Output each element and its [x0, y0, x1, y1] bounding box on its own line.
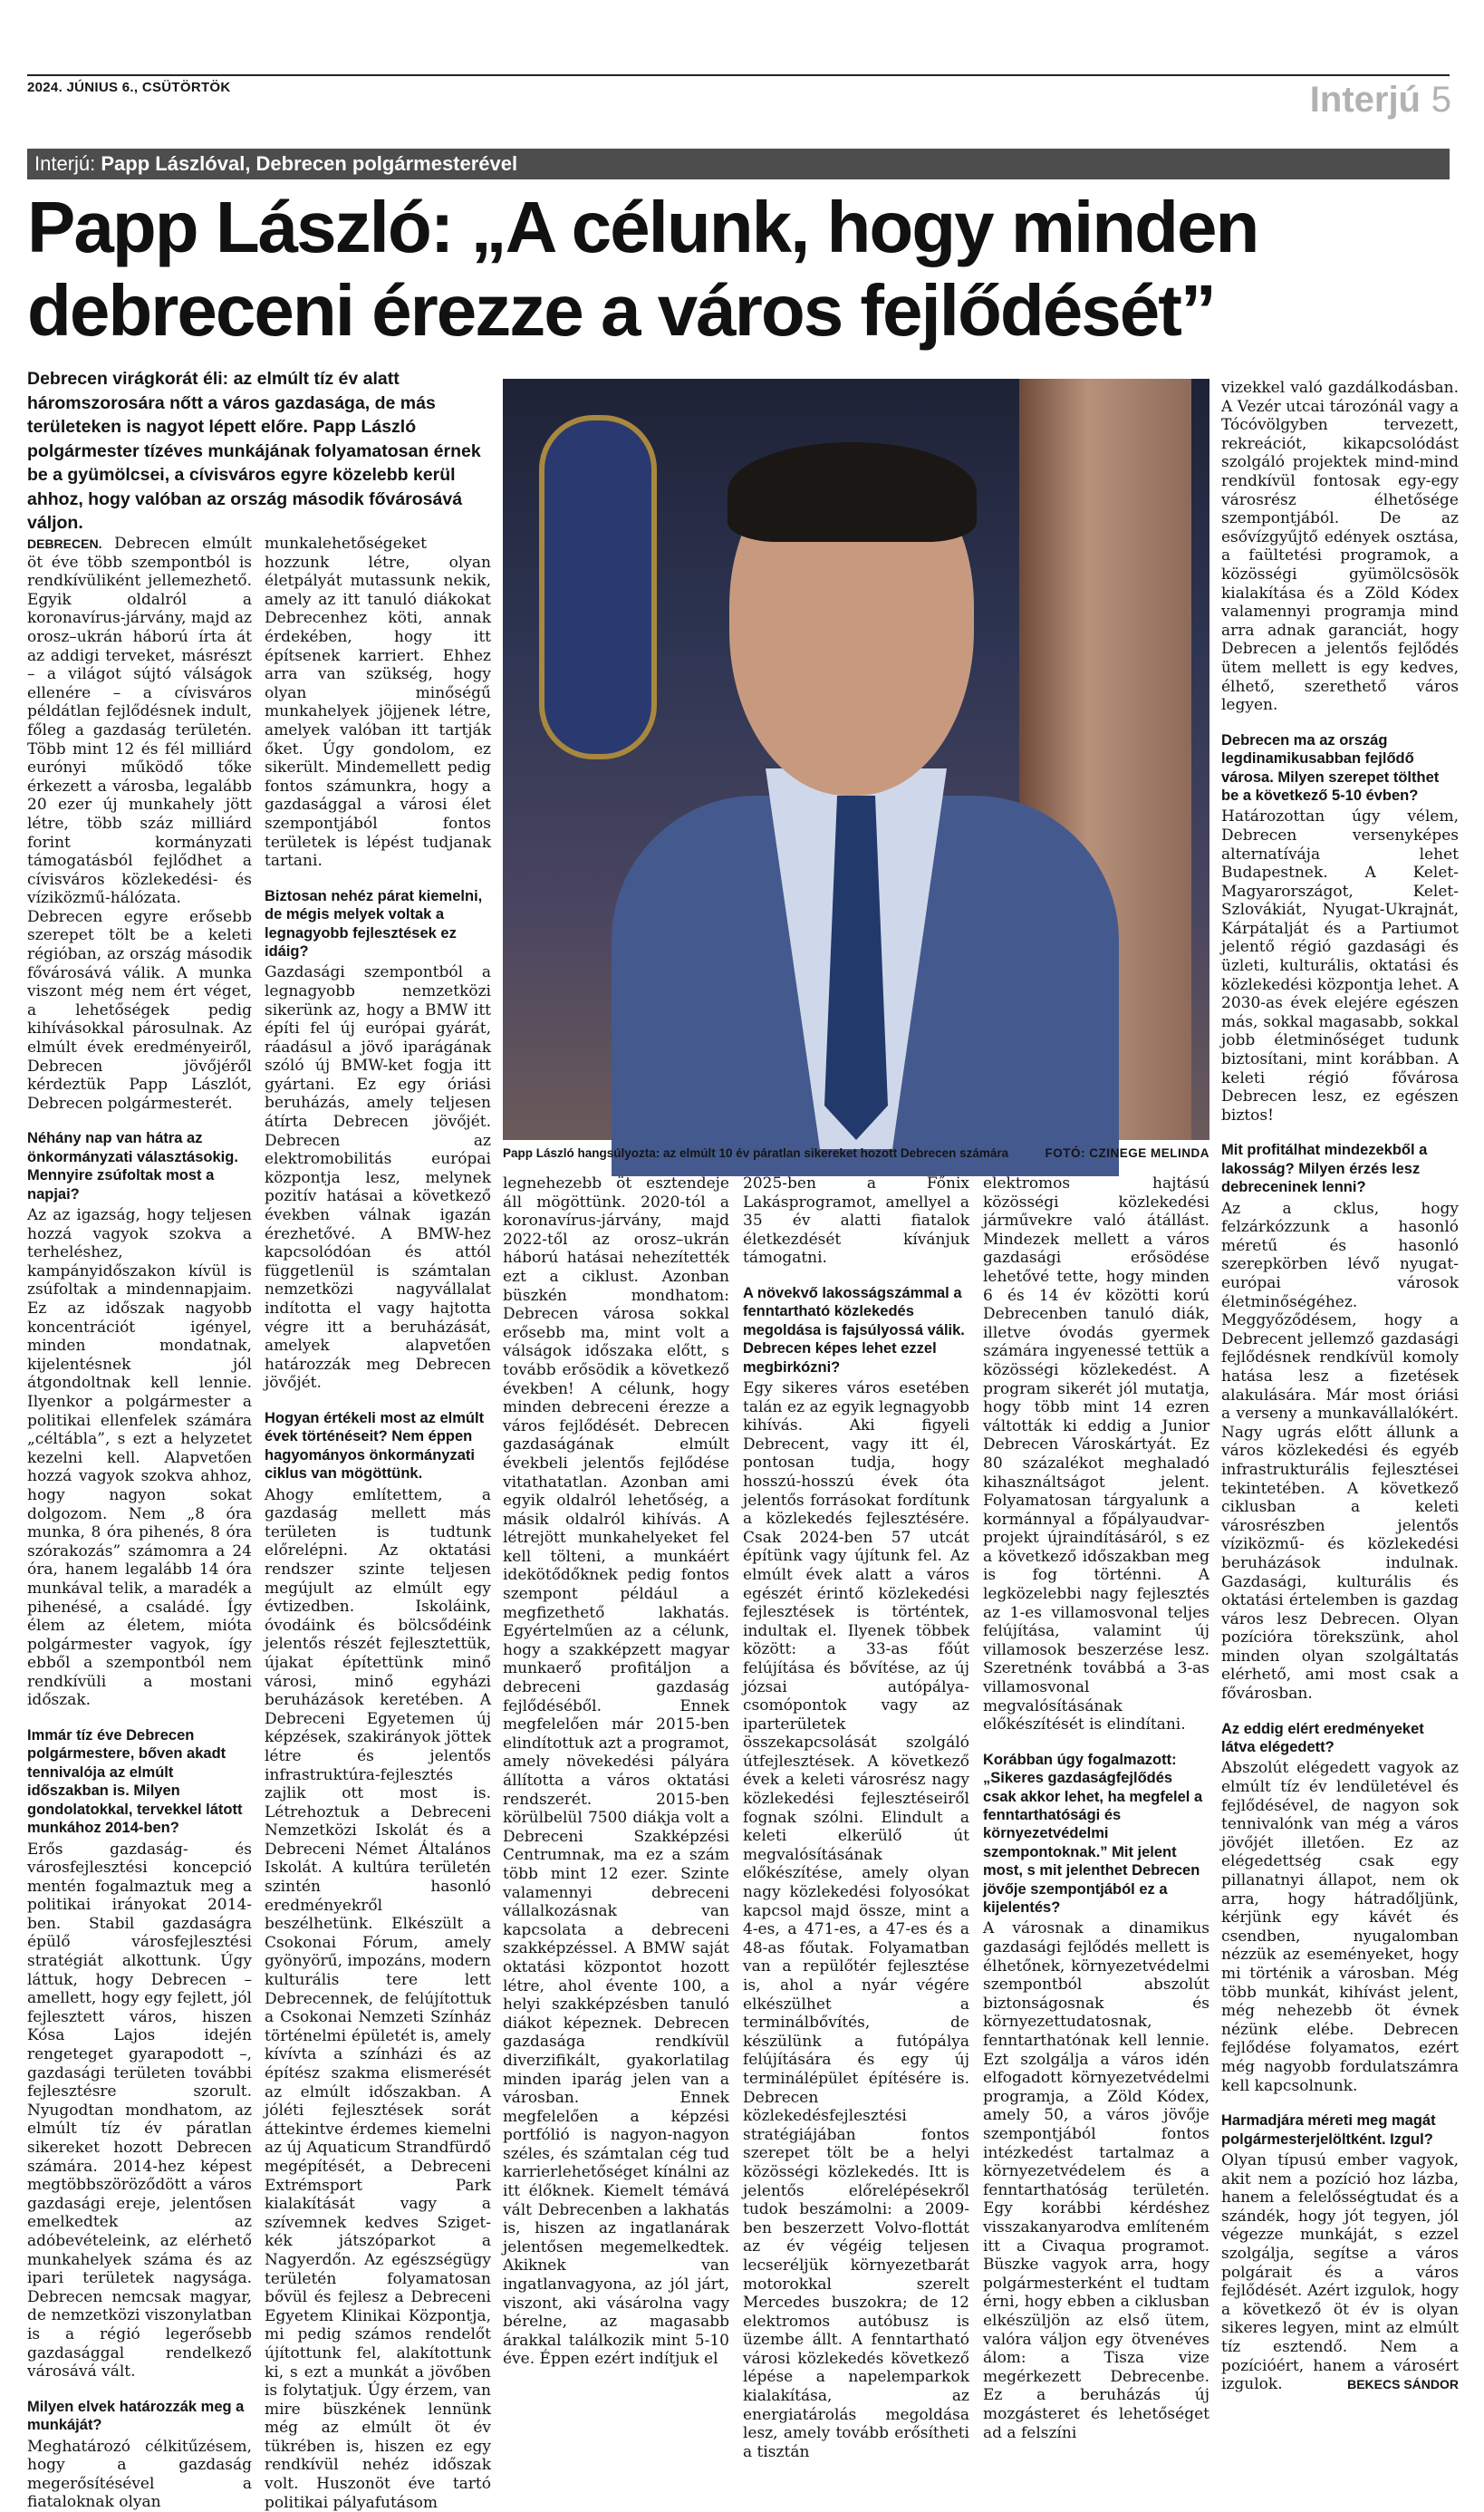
- answer: Gazdasági szempontból a legnagyobb nemzetközi sikerünk az, hogy a BMW itt építi fel új európai gyárát, ráadásul a jövő iparágának szóló új BMW-ket fogja itt gyártani. Ez egy óriási beruházás, amely teljesen átírta Debrecen jövőjét. Debrecen az elektromobilitás európai központja lesz, melynek pozitív hatásai a következő években válnak igazán érezhetővé. A BMW-hez kapcsolódóan és attól függetlenül is számtalan nemzetközi nagyvállalat indította el vagy hajtotta végre itt a beruházását, amelyek alapvetően határozzák meg Debrecen jövőjét.: [265, 963, 491, 1393]
- body-paragraph: munkalehetőségeket hozzunk létre, olyan életpályát mutassunk nekik, amely az itt tanuló diákokat Debrecenhez köti, annak érdekében, hogy itt építsenek karriert. Ehhez arra van szükség, hogy olyan minőségű munkahelyek jöjjenek létre, amelyek valóban itt tartják őket. Úgy gondolom, ez sikerült. Mindemellett pedig fontos számunkra, hogy a gazdasággal a városi élet szempontjából fontos területek is lépést tudjanak tartani.: [265, 535, 491, 871]
- answer: Meghatározó célkitűzésem, hogy a gazdaság megerősítésével a fiataloknak olyan: [27, 2437, 252, 2512]
- question: Hogyan értékeli most az elmúlt évek történéseit? Nem éppen hagyományos önkormányzati ciklus van mögöttünk.: [265, 1409, 485, 1483]
- article-column-2: [265, 535, 492, 2512]
- answer: Határozottan úgy vélem, Debrecen versenyképes alternatívája lehet Budapestnek. A Kelet-Magyarországot, Kelet-Szlovákiát, Nyugat-Ukrajnát, Kárpátalját és a Partiumot jelentő régió gazdasági és üzleti, kulturális, oktatási és közlekedési központja lehet. A 2030-as évek elejére egészen más, sokkal magasabb, sokkal jobb életminőséget tudunk biztosítani, mint korábban. A keleti régió fővárosa Debrecen lesz, ez egészen biztos!: [1221, 807, 1459, 1125]
- photo-background-panel: [539, 415, 657, 759]
- answer: Abszolút elégedett vagyok az elmúlt tíz év lendületével és fejlődésével, de nagyon sok tennivalónk van még a város jövőjét illetően. Ez az elégedettség csak egy pillanatnyi állapot, nem ok arra, hogy hátradőljünk, kérjünk egy kávét és csendben, nyugalomban nézzük az eseményeket, hogy mi történik a városban. Még több munkát, kihívást jelent, még nehezebb öt évnek nézünk elébe. Debrecen fejlődése folyamatos, ezért még nagyobb fordulatszámra kell kapcsolnunk.: [1221, 1759, 1459, 2095]
- photo-caption: [503, 1140, 1209, 1167]
- headline-line-2: debreceni érezze a város fejlődését”: [27, 270, 1215, 351]
- answer: Az a cklus, hogy felzárkózzunk a hasonló méretű és hasonló szerepkörben lévő nyugat-európai városok életminőségéhez. Meggyőződésem, hogy a Debrecent jellemző gazdasági fejlődésnek rendkívül komoly hatása lesz a fizetések alakulására. Már most óriási a verseny a munkavállalókért. Nagy ugrás előtt állunk a város közlekedési és egyéb infrastrukturális fejlesztései tekintetében. A következő ciklusban a keleti városrészben jelentős víziközmű- és közlekedési beruházások indulnak. Gazdasági, kulturális és oktatási értelemben is gazdag város lesz Debrecen. Olyan pozícióra törekszünk, ahol minden olyan szolgáltatás elérhető, ami most csak a fővárosban.: [1221, 1199, 1459, 1704]
- kicker-text: Papp Lászlóval, Debrecen polgármesterével: [101, 152, 518, 175]
- kicker-label: Interjú:: [34, 152, 101, 175]
- body-paragraph: vizekkel való gazdálkodásban. A Vezér utcai tározónál vagy a Tócóvölgyben tervezett, rekreációt, kikapcsolódást szolgáló projektek mind-mind rendkívül fontosak egy-egy városrész élhetősége szempontjából. De az esővízgyűjtő edények osztása, a faültetési programok, a közösségi gyümölcsösök kialakítása és a Zöld Kódex valamennyi programja mind arra adnak garanciát, hogy Debrecen a jelentős fejlődés ütem mellett is egy kedves, élhető, szerethető város legyen.: [1221, 379, 1459, 715]
- intro-text: Debrecen elmúlt öt éve több szempontból is rendkívüliként jellemezhető. Egyik oldalról a koronavírus-járvány, majd az orosz–ukrán háború írta át az addigi terveket, másrészt – a világot sújtó válságok ellenére – a cívisváros példátlan fejlődésnek indult, főleg a gazdaság területén. Több mint 12 és fél milliárd eurónyi működő tőke érkezett a városba, legalább 20 ezer új munkahely jött létre, több száz milliárd forint kormányzati támogatásból fejlődhet a cívisváros közlekedési- és víziközmű-hálózata. Debrecen egyre erősebb szerepet tölt be a keleti régióban, az ország második fővárosává válik. A munka viszont még nem ért véget, a lehetőségek pedig kihívásokkal párosulnak. Az elmúlt évek eredményeiről, Debrecen jövőjéről kérdeztük Papp Lászlót, Debrecen polgármesterét.: [27, 535, 252, 1113]
- header-rule: [27, 74, 1450, 76]
- intro-paragraph: [27, 535, 252, 1113]
- article-column-3: [503, 1174, 729, 2369]
- kicker-bar: [27, 149, 1450, 179]
- question: Biztosan nehéz párat kiemelni, de mégis melyek voltak a legnagyobb fejlesztések ez idáig?: [265, 887, 483, 960]
- answer: [1221, 2151, 1459, 2394]
- question: Milyen elvek határozzák meg a munkáját?: [27, 2398, 245, 2434]
- article-column-6: [1221, 379, 1459, 2394]
- publication-date: 2024. JÚNIUS 6., CSÜTÖRTÖK: [27, 80, 231, 95]
- answer: Erős gazdaság- és városfejlesztési koncepció mentén fogalmaztuk meg a politikai irányokat 2014-ben. Stabil gazdaságra épülő városfejlesztési stratégiát alkottunk. Úgy láttuk, hogy Debrecen – amellett, hogy egy fejlett, jól fejlesztett város, hiszen Kósa Lajos idején rengeteget gyarapodott –, gazdasági területen további fejlesztésre szorult. Nyugodtan mondhatom, az elmúlt tíz év páratlan sikereket hozott Debrecen számára. 2014-hez képest megtöbbszöröződött a város gazdasági ereje, jelentősen emelkedtek az adóbevételeink, az elérhető munkahelyek száma és az ipari területek nagysága. Debrecen nemcsak magyar, de nemzetközi viszonylatban is a régió legerősebb gazdasággal rendelkező városává vált.: [27, 1840, 252, 2382]
- question: Debrecen ma az ország legdinamikusabban fejlődő városa. Milyen szerepet tölthet be a következő 5-10 évben?: [1221, 731, 1440, 804]
- page-number: 5: [1431, 80, 1451, 120]
- lead-paragraph: Debrecen virágkorát éli: az elmúlt tíz év alatt háromszorosára nőtt a város gazdasága, de más területeken is nagyot lépett előre. Papp László polgármester tízéves munkájának folyamatosan érnek be a gyümölcsei, a cívisváros egyre közelebb kerül ahhoz, hogy valóban az ország második fővárosává váljon.: [27, 369, 481, 533]
- question: Harmadjára méreti meg magát polgármesterjelöltként. Izgul?: [1221, 2112, 1436, 2148]
- question: Az eddig elért eredményeket látva elégedett?: [1221, 1720, 1424, 1756]
- dateline: DEBRECEN.: [27, 536, 102, 551]
- photo-credit: FOTÓ: CZINEGE MELINDA: [1045, 1146, 1209, 1160]
- body-paragraph: 2025-ben a Főnix Lakásprogramot, amellyel a 35 év alatti fiatalok életkezdését kívánjuk támogatni.: [743, 1174, 969, 1268]
- article-column-1: [27, 535, 252, 2512]
- question: A növekvő lakosságszámmal a fenntartható közlekedés megoldása is fajsúlyossá válik. Debrecen képes lehet ezzel megbirkózni?: [743, 1284, 965, 1376]
- question: Korábban úgy fogalmazott: „Sikeres gazdaságfejlődés csak akkor lehet, ha megfelel a fenntarthatósági és környezetvédelmi szempontoknak.” Mit jelent most, s mit jelenthet Debrecen jövője szempontjából ez a kijelentés?: [983, 1751, 1203, 1917]
- question: Néhány nap van hátra az önkormányzati választásokig. Mennyire zsúfoltak most a napjai?: [27, 1130, 238, 1203]
- article-column-5: [983, 1174, 1209, 2442]
- answer: Az az igazság, hogy teljesen hozzá vagyok szokva a terheléshez, kampányidőszakon kívül is zsúfoltak a mindennapjaim. Ez az időszak nagyobb koncentrációt igényel, minden mondatnak, kijelentésnek jól átgondoltnak kell lennie. Ilyenkor a polgármester a politikai ellenfelek számára „céltábla”, s ezt a helyzetet kezelni kell. Alapvetően hozzá vagyok szokva ahhoz, hogy nagyon sokat dolgozom. Nem „8 óra munka, 8 óra pihenés, 8 óra szórakozás” számomra a 24 óra, hanem legalább 14 óra munkával telik, a maradék a pihenésé, a családé. Így élem az életem, mióta polgármester vagyok, így ebből a szempontból nem rendkívüli a mostani időszak.: [27, 1206, 252, 1710]
- section-title: Interjú: [1309, 80, 1421, 120]
- headline: [27, 186, 1459, 353]
- headline-line-1: Papp László: „A célunk, hogy minden: [27, 187, 1258, 267]
- answer: Ahogy említettem, a gazdaság mellett más területen is tudtunk előrelépni. Az oktatási rendszer szinte teljesen megújult az elmúlt egy évtizedben. Iskoláink, óvodáink és bölcsődéink jelentős részét fejlesztettük, újakat építettünk minő városi, minő egyházi beruházások keretében. A Debreceni Egyetemen új képzések, szakirányok jöttek létre és jelentős infrastruktúra-fejlesztés zajlik ott most is. Létrehoztuk a Debreceni Nemzetközi Iskolát és a Debreceni Német Általános Iskolát. A kultúra területén szintén hasonló eredményekről beszélhetünk. Elkészült a Csokonai Fórum, amely gyönyörű, impozáns, modern kulturális tere lett Debrecennek, de felújítottuk a Csokonai Nemzeti Színház történelmi épületét is, amely kívívta a színházi és az építész szakma elismerését az elmúlt időszakban. A jóléti fejlesztések sorát áttekintve érdemes kiemelni az új Aquaticum Strandfürdő megépítését, a Debreceni Extrémsport Park kialakítását vagy a szívemnek kedves Sziget-kék játszóparkot a Nagyerdőn. Az egészségügy területén folyamatosan bővül és fejlesz a Debreceni Egyetem Klinikai Központja, mi pedig számos rendelőt újítottunk fel, alakítottunk ki, s ezt a munkát a jövőben is folytatjuk. Úgy érzem, van mire büszkének lennünk még az elmúlt öt év tükrében is, hiszen ez egy rendkívül nehéz időszak volt. Huszonöt éve tartó politikai pályafutásom: [265, 1485, 492, 2512]
- answer-text: Olyan típusú ember vagyok, akit nem a pozíció hoz lázba, hanem a felelősségtudat és a szándék, hogy jót tegyen, jól végezze munkáját, s ezzel szolgálja, segítse a város polgárait és a város fejlődését. Azért izgulok, hogy a következő öt év is olyan sikeres legyen, mint az elmúlt tíz esztendő. Nem a pozícióért, hanem a városért izgulok.: [1221, 2150, 1459, 2394]
- body-paragraph: elektromos hajtású közösségi közlekedési járművekre való átállást. Mindezek mellett a város gazdasági erősödése lehetővé tette, hogy minden 6 és 14 év közötti korú Debrecenben tanuló diák, illetve óvodás gyermek számára ingyenessé tettük a közösségi közlekedést. A program sikerét jól mutatja, hogy több mint 14 ezren váltották ki eddig a Junior Debrecen Városkártyát. Ez 80 százalékot meghaladó kihasználtságot jelent. Folyamatosan tárgyalunk a kormánnyal a főpályaudvar-projekt újraindításáról, s ez a következő időszakban meg is fog történni. A legközelebbi nagy fejlesztés az 1-es villamosvonal teljes felújítása, valamint új villamosok beszerzése lesz. Szeretnénk továbbá a 3-as villamosvonal megvalósításának előkészítését is elindítani.: [983, 1174, 1209, 1734]
- photo-hair: [728, 442, 977, 542]
- byline: BEKECS SÁNDOR: [1347, 2377, 1459, 2392]
- portrait-photo: [503, 379, 1209, 1140]
- article-column-4: [743, 1174, 969, 2461]
- photo-caption-text: Papp László hangsúlyozta: az elmúlt 10 év páratlan sikereket hozott Debrecen számára: [503, 1146, 1009, 1160]
- body-paragraph: legnehezebb öt esztendeje áll mögöttünk. 2020-tól a koronavírus-járvány, majd 2022-től az orosz–ukrán háború hatásai nehezítették ezt a ciklust. Azonban büszkén mondhatom: Debrecen városa sokkal erősebb ma, mint volt a válságok időszaka előtt, s tovább erősödik a következő években! A célunk, hogy minden debreceni érezze a város fejlődését. Debrecen gazdaságának elmúlt évekbeli jelentős fejlődése vitathatatlan. Azonban ami egyik oldalról lehetőség, a másik oldalról kihívás. A létrejött munkahelyeket fel kell tölteni, a munkáért idekötődőknek pedig fontos szempont például a megfizethető lakhatás. Egyértelműen az a célunk, hogy a szakképzett magyar munkaerő profitáljon a debreceni gazdaság fejlődéséből. Ennek megfelelően már 2015-ben elindítottuk azt a programot, amely növekedési pályára állította a város oktatási rendszerét. 2015-ben körülbelül 7500 diákja volt a Debreceni Szakképzési Centrumnak, ma ez a szám több mint 12 ezer. Szinte valamennyi debreceni vállalkozásnak van kapcsolata a debreceni szakképzéssel. A BMW saját oktatási központot hozott létre, ahol évente 100, a helyi szakképzésben tanuló diákot képeznek. Debrecen gazdasága rendkívül diverzifikált, gyakorlatilag minden iparág jelen van a városban. Ennek megfelelően a képzési portfólió is nagyon-nagyon széles, és számtalan cég tud karrierlehetőséget kínálni az itt élőknek. Kiemelt témává vált Debrecenben a lakhatás is, hiszen az ingatlanárak jelentősen megemelkedtek. Akiknek van ingatlanvagyona, az jól járt, viszont, aki vásárolna vagy bérelne, az magasabb árakkal találkozik mint 5-10 éve. Éppen ezért indítjuk el: [503, 1174, 729, 2369]
- question: Mit profitálhat mindezekből a lakosság? Milyen érzés lesz debreceninek lenni?: [1221, 1142, 1428, 1196]
- answer: Egy sikeres város esetében talán ez az egyik legnagyobb kihívás. Aki figyeli Debrecent, vagy itt él, pontosan tudja, hogy hosszú-hosszú évek óta jelentős forrásokat fordítunk a közlekedés fejlesztésére. Csak 2024-ben 57 utcát építünk vagy újítunk fel. Az elmúlt évek alatt a város egészét érintő közlekedési fejlesztések is történtek, indultak el. Ilyenek többek között: a 33-as főút felújítása és bővítése, az új józsai autópálya-csomópontok vagy az iparterületek összekapcsolását szolgáló útfejlesztések. A következő évek a keleti városrész nagy közlekedési fejlesztéseiről fognak szólni. Elindult a keleti elkerülő út megvalósításának előkészítése, amely olyan nagy közlekedési folyosókat kapcsol majd össze, mint a 4-es, a 471-es, a 47-es és a 48-as főutak. Folyamatban van a repülőtér fejlesztése is, ahol a nyár végére elkészülhet a terminálbővítés, de készülünk a futópálya felújítására és egy új terminálépület építésére is. Debrecen közlekedésfejlesztési stratégiájában fontos szerepet tölt be a helyi közösségi közlekedés. Itt is jelentős előrelépésekről tudok beszámolni: a 2009-ben beszerzett Volvo-flottát az év végéig teljesen lecseréljük környezetbarát motorokkal szerelt Mercedes buszokra; de 12 elektromos autóbusz is üzembe állt. A fenntartható városi közlekedés következő lépése a napelemparkok kialakítása, az energiatárolás megoldása lesz, amely tovább erősítheti a tisztán: [743, 1379, 969, 2461]
- question: Immár tíz éve Debrecen polgármestere, bőven akadt tennivalója az elmúlt időszakban is. Milyen gondolatokkal, tervekkel látott munkához 2014-ben?: [27, 1727, 243, 1837]
- answer: A városnak a dinamikus gazdasági fejlődés mellett is élhetőnek, környezetvédelmi szempontból abszolút biztonságosnak és környezettudatosnak, fenntarthatónak kell lennie. Ezt szolgálja a város idén elfogadott környezetvédelmi programja, a Zöld Kódex, amely 50, a város jövője szempontjából fontos intézkedést tartalmaz a környezetvédelem és a fenntarthatóság területén. Egy korábbi kérdéshez visszakanyarodva említeném itt a Civaqua programot. Büszke vagyok arra, hogy polgármesterként el tudtam érni, hogy ebben a ciklusban elkészüljön az első ütem, valóra váljon egy ötvenéves álom: a Tisza vize megérkezett Debrecenbe. Ez a beruházás új mozgásteret és lehetőséget ad a felszíni: [983, 1919, 1209, 2442]
